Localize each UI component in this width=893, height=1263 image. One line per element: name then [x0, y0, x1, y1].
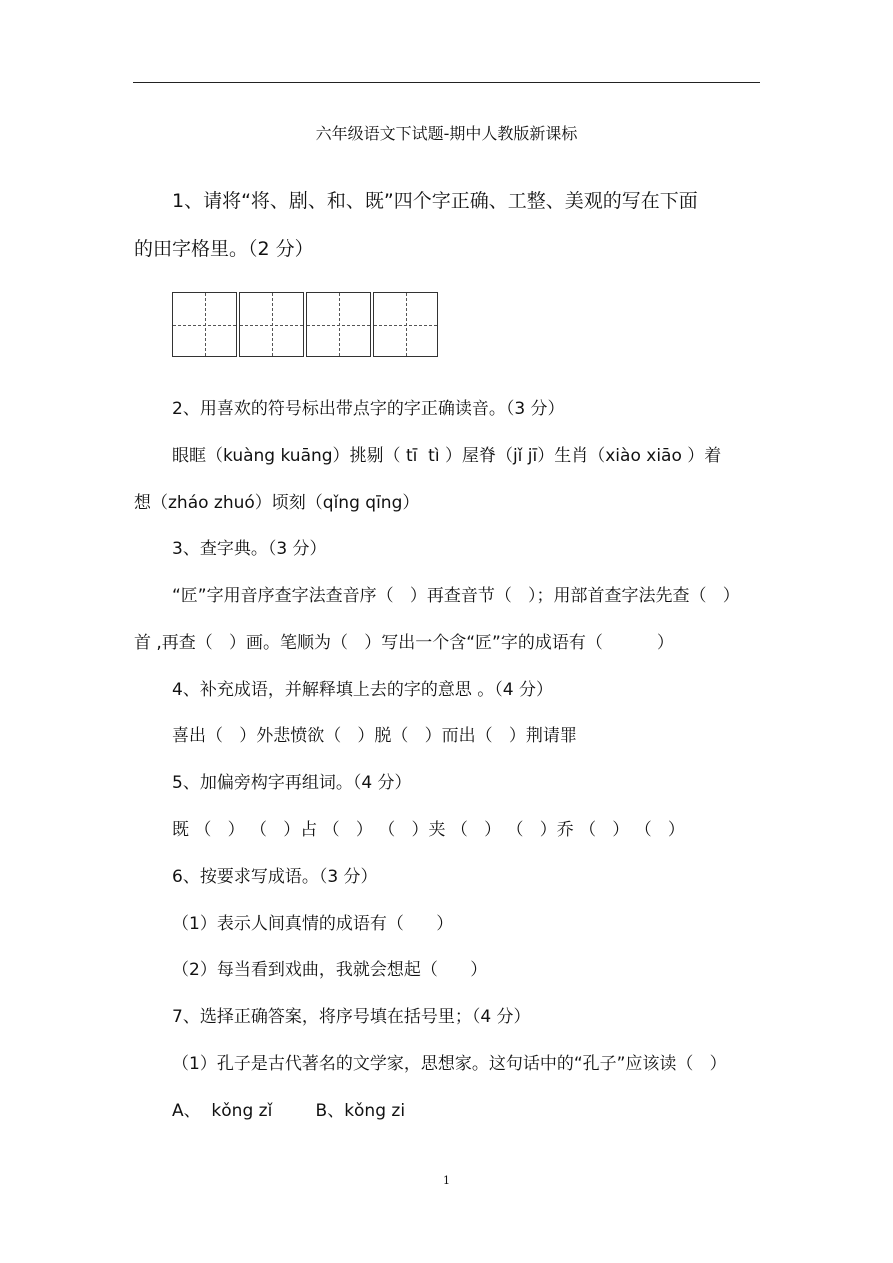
- question-3-title: 3、查字典。（3 分）: [172, 539, 327, 559]
- page-title: 六年级语文下试题-期中人教版新课标: [315, 124, 578, 143]
- question-4-line-1: 喜出（ ）外悲愤欲（ ）脱（ ）而出（ ）荆请罪: [172, 726, 577, 746]
- question-2-line-1: 眼眶（kuàng kuāng）挑剔（ tī tì ）屋脊（jǐ jī）生肖（xiào xiāo ）着: [172, 446, 722, 466]
- question-2-line-2: 想（zháo zhuó）顷刻（qǐng qīng）: [134, 493, 420, 513]
- question-7-item-1: （1）孔子是古代著名的文学家，思想家。这句话中的“孔子”应该读（ ）: [172, 1054, 727, 1074]
- question-6-title: 6、按要求写成语。（3 分）: [172, 867, 378, 887]
- question-3-line-1: “匠”字用音序查字法查音序（ ）再查音节（ ）；用部首查字法先查（ ）: [172, 586, 740, 606]
- tianzige-grid: [172, 292, 438, 357]
- question-3-line-2: 首 ,再查（ ）画。笔顺为（ ）写出一个含“匠”字的成语有（ ）: [134, 633, 674, 653]
- question-7-title: 7、选择正确答案，将序号填在括号里；（4 分）: [172, 1007, 531, 1027]
- tianzige-cell[interactable]: [373, 292, 438, 357]
- question-4-title: 4、补充成语，并解释填上去的字的意思 。（4 分）: [172, 680, 553, 700]
- question-7-options: A、 kǒng zǐ B、kǒng zi: [172, 1101, 406, 1121]
- question-5-line-1: 既 （ ） （ ）占 （ ） （ ）夹 （ ） （ ）乔 （ ） （ ）: [172, 820, 685, 840]
- tianzige-cell[interactable]: [239, 292, 304, 357]
- header-rule: [133, 82, 760, 83]
- tianzige-cell[interactable]: [306, 292, 371, 357]
- question-6-item-1: （1）表示人间真情的成语有（ ）: [172, 914, 454, 934]
- question-2-title: 2、用喜欢的符号标出带点字的字正确读音。（3 分）: [172, 399, 565, 419]
- question-1-line-2: 的田字格里。（2 分）: [134, 238, 314, 260]
- tianzige-cell[interactable]: [172, 292, 237, 357]
- question-1-line-1: 1、请将“将、剧、和、既”四个字正确、工整、美观的写在下面: [172, 190, 698, 212]
- question-5-title: 5、加偏旁构字再组词。（4 分）: [172, 773, 412, 793]
- page-number: 1: [443, 1174, 450, 1187]
- question-6-item-2: （2）每当看到戏曲，我就会想起（ ）: [172, 960, 488, 980]
